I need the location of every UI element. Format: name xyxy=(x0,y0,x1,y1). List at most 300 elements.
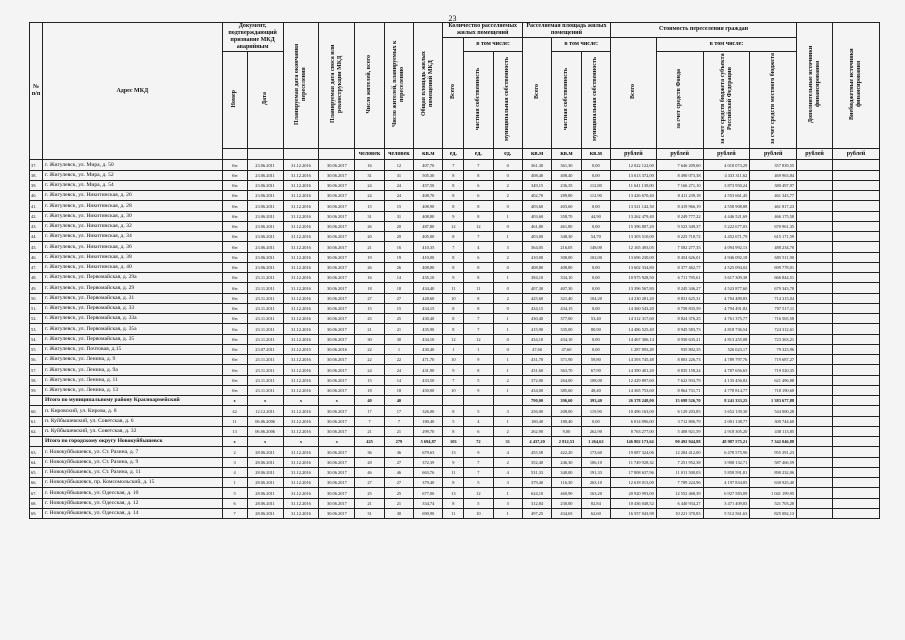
row-residents: 25 xyxy=(355,488,384,498)
units-cell: ед. xyxy=(493,149,522,160)
row-cost-fund: 6 129 203,85 xyxy=(656,406,703,416)
row-doc-number: б/н xyxy=(222,221,247,231)
row-count-municipal: 3 xyxy=(493,498,522,508)
row-additional xyxy=(797,201,833,211)
row-additional xyxy=(797,324,833,334)
table-row xyxy=(30,344,880,354)
row-address: г. Жигулевск, ул. Первомайская, д. 33а xyxy=(43,314,223,324)
row-off-budget xyxy=(833,303,880,313)
row-planned-end: 31.12.2016 xyxy=(283,211,319,221)
row-planned-demolition: х xyxy=(319,437,355,447)
row-cost-total: 14 467 306,14 xyxy=(611,334,657,344)
col-planned-demolition-header: Планируемая дата сноса или реконструкции МКД xyxy=(319,23,355,149)
row-cost-total: 11 749 928,32 xyxy=(611,457,657,467)
row-cost-total: 146 802 173,64 xyxy=(611,437,657,447)
row-count-total: 8 xyxy=(443,478,464,488)
row-area-total: 425,60 xyxy=(522,293,551,303)
row-count-private: 7 xyxy=(464,324,493,334)
table-row xyxy=(30,416,880,426)
row-off-budget xyxy=(833,344,880,354)
row-residents: 21 xyxy=(355,498,384,508)
row-cost-fund: 90 492 944,88 xyxy=(656,437,703,447)
row-address: г. Жигулевск, ул. Ленина, д. 13 xyxy=(43,385,223,395)
row-area-private: 289,80 xyxy=(552,191,581,201)
row-planned-demolition: 30.06.2017 xyxy=(319,262,355,272)
table-row xyxy=(30,478,880,488)
row-area-municipal: 82,84 xyxy=(581,498,610,508)
row-address: г. Жигулевск, ул. Первомайская, д. 33 xyxy=(43,303,223,313)
row-doc-date: 23.06.2011 xyxy=(247,201,283,211)
row-additional xyxy=(797,396,833,406)
row-doc-number: б/н xyxy=(222,180,247,190)
row-additional xyxy=(797,355,833,365)
row-doc-number: б/н xyxy=(222,375,247,385)
row-cost-local: 719 687,27 xyxy=(750,355,797,365)
row-cost-local: 438 113,85 xyxy=(750,426,797,436)
row-cost-local: 825 082,13 xyxy=(750,508,797,518)
row-residents-planned: 22 xyxy=(384,355,413,365)
row-residents-planned: 16 xyxy=(384,242,413,252)
row-area-total: 408,80 xyxy=(522,262,551,272)
row-residents: 27 xyxy=(355,293,384,303)
row-count-municipal: 1 xyxy=(493,385,522,395)
row-area-total: 455,58 xyxy=(522,447,551,457)
row-off-budget xyxy=(833,508,880,518)
table-row xyxy=(30,273,880,283)
row-off-budget xyxy=(833,242,880,252)
col-cost-regional-header: за счет средств бюджета субъекта Российской Федерации xyxy=(703,51,750,149)
row-count-municipal: 1 xyxy=(493,508,522,518)
row-planned-end: 31.12.2016 xyxy=(283,478,319,488)
row-doc-date: 23.11.2011 xyxy=(247,355,283,365)
row-count-private: 11 xyxy=(464,283,493,293)
row-total-area: 435,90 xyxy=(414,324,443,334)
row-doc-date: 28.06.2011 xyxy=(247,457,283,467)
row-area-private: 116,30 xyxy=(552,478,581,488)
row-area-municipal: 0,00 xyxy=(581,221,610,231)
col-area-including-header: в том числе: xyxy=(552,37,611,51)
row-planned-demolition: 30.06.2017 xyxy=(319,252,355,262)
row-additional xyxy=(797,180,833,190)
row-residents: 24 xyxy=(355,191,384,201)
row-area-private: 9,00 xyxy=(552,426,581,436)
row-residents-planned: 1 xyxy=(384,344,413,354)
row-cost-total: 6 014 896,00 xyxy=(611,416,657,426)
row-planned-demolition: 30.06.2017 xyxy=(319,191,355,201)
row-number: 65. xyxy=(30,467,43,477)
row-area-total: 403,00 xyxy=(522,232,551,242)
row-area-private: 334,10 xyxy=(552,273,581,283)
row-area-municipal: 262,90 xyxy=(581,426,610,436)
row-residents: 36 xyxy=(355,447,384,457)
row-number: 68. xyxy=(30,498,43,508)
row-doc-date: х xyxy=(247,437,283,447)
row-planned-demolition: 30.06.2017 xyxy=(319,365,355,375)
row-total-area: 334,74 xyxy=(414,498,443,508)
row-cost-regional: 4 789 797,76 xyxy=(703,355,750,365)
row-cost-fund: 8 249 777,22 xyxy=(656,211,703,221)
row-count-municipal xyxy=(493,396,522,406)
row-number: 43. xyxy=(30,221,43,231)
row-doc-number: б/н xyxy=(222,170,247,180)
row-area-private: 385,60 xyxy=(552,385,581,395)
row-additional xyxy=(797,262,833,272)
row-planned-end: 31.12.2016 xyxy=(283,334,319,344)
row-count-total: 11 xyxy=(443,508,464,518)
row-residents: 22 xyxy=(355,344,384,354)
row-cost-total: 10 975 928,50 xyxy=(611,273,657,283)
row-area-municipal: 0,00 xyxy=(581,283,610,293)
row-address: г. Жигулевск, ул. Мира, д. 54 xyxy=(43,180,223,190)
row-total-area: 379,40 xyxy=(414,478,443,488)
table-row xyxy=(30,242,880,252)
row-cost-local: 714 315,04 xyxy=(750,293,797,303)
row-area-private: 461,80 xyxy=(552,221,581,231)
units-cell: рублей xyxy=(750,149,797,160)
row-count-private: 10 xyxy=(464,508,493,518)
row-residents: 31 xyxy=(355,211,384,221)
row-address: г. Жигулевск, ул. Никитинская, д. 38 xyxy=(43,252,223,262)
col-cost-total-header: Всего xyxy=(611,37,657,149)
row-count-total xyxy=(443,396,464,406)
units-cell: ед. xyxy=(464,149,493,160)
row-cost-total: 14 365 753,60 xyxy=(611,385,657,395)
row-count-municipal: 1 xyxy=(493,488,522,498)
row-residents-planned: 19 xyxy=(384,252,413,262)
row-area-total: 256,00 xyxy=(522,406,551,416)
row-cost-total: 13 262 479,40 xyxy=(611,211,657,221)
row-count-private: 7 xyxy=(464,457,493,467)
col-area-total-header: Всего xyxy=(522,37,551,149)
row-cost-fund: 8 411 239,18 xyxy=(656,191,703,201)
row-residents-planned: 18 xyxy=(384,385,413,395)
row-planned-end: 31.12.2016 xyxy=(283,355,319,365)
row-cost-total: 13 521 142,30 xyxy=(611,201,657,211)
row-area-total: 262,90 xyxy=(522,426,551,436)
row-residents-planned: 36 xyxy=(384,447,413,457)
row-count-municipal: 2 xyxy=(493,180,522,190)
row-number: 49. xyxy=(30,283,43,293)
row-doc-number: б/н xyxy=(222,334,247,344)
row-count-total: 10 xyxy=(443,385,464,395)
row-cost-regional: 5 222 677,03 xyxy=(703,221,750,231)
row-planned-demolition: 30.06.2017 xyxy=(319,416,355,426)
row-cost-local: 630 925,40 xyxy=(750,478,797,488)
row-cost-regional: 4 818 736,54 xyxy=(703,324,750,334)
row-address: Итого по муниципальному району Красноармейский xyxy=(43,396,223,406)
row-planned-end: 31.12.2016 xyxy=(283,324,319,334)
row-cost-fund: 6 440 934,27 xyxy=(656,498,703,508)
row-cost-regional: 4 094 992,13 xyxy=(703,242,750,252)
row-area-municipal: 102,00 xyxy=(581,252,610,262)
row-count-private: 5 xyxy=(464,375,493,385)
row-count-total: 103 xyxy=(443,437,464,447)
row-off-budget xyxy=(833,447,880,457)
row-count-total: 8 xyxy=(443,191,464,201)
row-residents-planned: 40 xyxy=(384,396,413,406)
row-doc-number: б/н xyxy=(222,303,247,313)
row-cost-fund: 8 835 158,24 xyxy=(656,365,703,375)
row-cost-fund: 9 523 349,37 xyxy=(656,221,703,231)
row-cost-total: 13 613 372,00 xyxy=(611,170,657,180)
row-residents: 26 xyxy=(355,262,384,272)
row-residents: 46 xyxy=(355,467,384,477)
row-cost-total: 14 393 745,48 xyxy=(611,355,657,365)
row-residents: 25 xyxy=(355,314,384,324)
row-count-private: 9 xyxy=(464,447,493,457)
row-planned-demolition: 30.06.2017 xyxy=(319,426,355,436)
row-area-total: 407,30 xyxy=(522,283,551,293)
row-number: 50. xyxy=(30,293,43,303)
row-cost-fund: 935 802,35 xyxy=(656,344,703,354)
row-area-municipal: 148,00 xyxy=(581,242,610,252)
row-number: 42. xyxy=(30,211,43,221)
row-count-total: 9 xyxy=(443,273,464,283)
row-doc-date: 23.11.2011 xyxy=(247,283,283,293)
row-count-private: 9 xyxy=(464,355,493,365)
row-planned-demolition: 30.06.2017 xyxy=(319,498,355,508)
row-number: 47. xyxy=(30,262,43,272)
row-count-total: 9 xyxy=(443,365,464,375)
units-cell: рублей xyxy=(656,149,703,160)
row-area-municipal: 191,33 xyxy=(581,467,610,477)
row-residents-planned: 24 xyxy=(384,180,413,190)
row-planned-demolition: 30.06.2017 xyxy=(319,201,355,211)
row-planned-demolition: 30.06.2017 xyxy=(319,508,355,518)
row-count-municipal: 0 xyxy=(493,283,522,293)
row-area-private: 340,00 xyxy=(552,467,581,477)
row-count-total: 10 xyxy=(443,355,464,365)
row-area-municipal: 112,90 xyxy=(581,191,610,201)
row-count-private: 5 xyxy=(464,498,493,508)
row-cost-total: 10 496 163,00 xyxy=(611,406,657,416)
row-address: п. Куйбышевский, ул. Советская, д. 32 xyxy=(43,426,223,436)
row-count-private: 72 xyxy=(464,437,493,447)
row-cost-local: 955 391,23 xyxy=(750,447,797,457)
row-additional xyxy=(797,211,833,221)
table-row xyxy=(30,467,880,477)
row-cost-local: 699 778,01 xyxy=(750,262,797,272)
row-residents-planned: 15 xyxy=(384,303,413,313)
row-off-budget xyxy=(833,457,880,467)
row-total-area: 5 694,87 xyxy=(414,437,443,447)
row-area-municipal: 1 264,62 xyxy=(581,437,610,447)
table-row xyxy=(30,334,880,344)
row-planned-demolition: 30.06.2017 xyxy=(319,375,355,385)
row-total-area: 326,00 xyxy=(414,406,443,416)
row-doc-date: 23.11.2011 xyxy=(247,365,283,375)
row-count-municipal: 2 xyxy=(493,375,522,385)
row-cost-regional: 4 525 094,02 xyxy=(703,262,750,272)
row-count-total: 10 xyxy=(443,293,464,303)
row-additional xyxy=(797,488,833,498)
row-count-municipal: 1 xyxy=(493,355,522,365)
table-row xyxy=(30,252,880,262)
row-area-municipal: 0,00 xyxy=(581,170,610,180)
row-residents-planned: 25 xyxy=(384,314,413,324)
row-address: п. Кировский, ул. Кирова, д. 8 xyxy=(43,406,223,416)
row-area-municipal: 263,10 xyxy=(581,478,610,488)
row-additional xyxy=(797,406,833,416)
units-cell: рублей xyxy=(833,149,880,160)
row-planned-end: 31.12.2016 xyxy=(283,262,319,272)
row-cost-local: 7 342 046,88 xyxy=(750,437,797,447)
row-doc-number: б/н xyxy=(222,355,247,365)
resettlement-table-sheet xyxy=(29,22,880,519)
row-address: г. Жигулевск, ул. Первомайская, д. 29а xyxy=(43,273,223,283)
row-doc-number: б/н xyxy=(222,160,247,170)
row-doc-number: б/н xyxy=(222,242,247,252)
row-cost-total: 14 312 317,60 xyxy=(611,314,657,324)
row-area-private: 434,65 xyxy=(552,508,581,518)
row-count-total: 5 xyxy=(443,416,464,426)
row-cost-total: 17 808 637,96 xyxy=(611,467,657,477)
row-count-municipal: 0 xyxy=(493,303,522,313)
row-residents: 16 xyxy=(355,160,384,170)
row-doc-date: 28.06.2011 xyxy=(247,508,283,518)
row-address: г. Жигулевск, ул. Ленина, д. 11 xyxy=(43,375,223,385)
row-doc-number: б/н xyxy=(222,365,247,375)
row-doc-number: б/н xyxy=(222,262,247,272)
row-area-municipal: 80,90 xyxy=(581,324,610,334)
row-cost-total: 16 557 043,98 xyxy=(611,508,657,518)
row-area-total: 361,30 xyxy=(522,160,551,170)
col-doc-group-header: Документ, подтверждающий признание МКД аварийным xyxy=(222,23,283,52)
col-count-group-header: Количество расселяемых жилых помещений xyxy=(443,23,522,38)
row-cost-local: 461 343,77 xyxy=(750,191,797,201)
row-doc-date: 28.06.2011 xyxy=(247,478,283,488)
row-area-private: 434,15 xyxy=(552,303,581,313)
row-area-private: 460,90 xyxy=(552,488,581,498)
row-cost-fund: 7 582 277,35 xyxy=(656,242,703,252)
row-total-area: 434,15 xyxy=(414,303,443,313)
row-off-budget xyxy=(833,365,880,375)
row-area-municipal: 48,40 xyxy=(581,385,610,395)
row-planned-demolition: 30.06.2017 xyxy=(319,211,355,221)
row-cost-regional: 3 617 309,38 xyxy=(703,273,750,283)
row-cost-regional: 4 787 656,65 xyxy=(703,365,750,375)
row-number: 59. xyxy=(30,385,43,395)
row-cost-local: 521 703,28 xyxy=(750,498,797,508)
row-doc-number: б/н xyxy=(222,191,247,201)
row-address: г. Новокуйбышевск, ул. Ст. Разина, д. 11 xyxy=(43,467,223,477)
row-residents: 15 xyxy=(355,375,384,385)
row-cost-total: 10 436 048,52 xyxy=(611,498,657,508)
row-additional xyxy=(797,314,833,324)
table-row xyxy=(30,262,880,272)
row-address: г. Жигулевск, ул. Никитинская, д. 36 xyxy=(43,242,223,252)
row-cost-local: 300 744,60 xyxy=(750,416,797,426)
row-residents: 18 xyxy=(355,283,384,293)
row-residents: 18 xyxy=(355,385,384,395)
row-address: г. Жигулевск, ул. Ленина, д. 9а xyxy=(43,365,223,375)
row-area-total: 312,84 xyxy=(522,498,551,508)
row-count-total: 7 xyxy=(443,160,464,170)
row-planned-end: 31.12.2016 xyxy=(283,365,319,375)
row-cost-local: 1 041 199,95 xyxy=(750,488,797,498)
row-total-area: 690,90 xyxy=(414,508,443,518)
row-off-budget xyxy=(833,355,880,365)
table-row xyxy=(30,508,880,518)
row-area-total: 624,10 xyxy=(522,488,551,498)
row-cost-regional: 4 778 814,77 xyxy=(703,385,750,395)
row-doc-date: 23.11.2011 xyxy=(247,303,283,313)
col-num-header: № п/п xyxy=(30,23,43,160)
row-residents-planned: 14 xyxy=(384,375,413,385)
row-residents-planned: 17 xyxy=(384,406,413,416)
row-cost-regional: 526 023,17 xyxy=(703,344,750,354)
row-total-area xyxy=(414,396,443,406)
row-count-municipal: 1 xyxy=(493,314,522,324)
row-planned-end: 31.12.2016 xyxy=(283,314,319,324)
row-off-budget xyxy=(833,334,880,344)
row-address: г. Жигулевск, ул. Первомайская, д. 31 xyxy=(43,293,223,303)
row-doc-number: б/н xyxy=(222,232,247,242)
row-doc-number: 6 xyxy=(222,498,247,508)
row-residents-planned: 24 xyxy=(384,191,413,201)
row-residents: 7 xyxy=(355,416,384,426)
row-doc-number: б/н xyxy=(222,324,247,334)
row-cost-regional: 4 018 073,29 xyxy=(703,160,750,170)
row-address: г. Новокуйбышевск, пр. Комсомольский, д. 15 xyxy=(43,478,223,488)
table-row xyxy=(30,314,880,324)
row-doc-date: 23.11.2011 xyxy=(247,273,283,283)
col-off-budget-header: Внебюджетные источники финансирования xyxy=(833,23,880,149)
row-residents-planned: 12 xyxy=(384,160,413,170)
table-row xyxy=(30,170,880,180)
row-total-area: 434,40 xyxy=(414,283,443,293)
row-cost-regional: 6 478 575,96 xyxy=(703,447,750,457)
row-count-private: 8 xyxy=(464,293,493,303)
row-count-municipal: 2 xyxy=(493,457,522,467)
table-row xyxy=(30,303,880,313)
row-residents-planned: 24 xyxy=(384,365,413,375)
row-off-budget xyxy=(833,406,880,416)
row-doc-number: 11 xyxy=(222,416,247,426)
row-planned-demolition: 30.06.2016 xyxy=(319,344,355,354)
table-row xyxy=(30,293,880,303)
row-planned-end: х xyxy=(283,437,319,447)
row-planned-end: 31.12.2016 xyxy=(283,242,319,252)
row-cost-regional: 4 704 489,83 xyxy=(703,293,750,303)
row-total-area: 372,39 xyxy=(414,457,443,467)
row-cost-regional: 5 858 591,81 xyxy=(703,467,750,477)
table-row xyxy=(30,385,880,395)
row-residents-planned: 14 xyxy=(384,273,413,283)
row-off-budget xyxy=(833,426,880,436)
row-area-municipal: 62,60 xyxy=(581,508,610,518)
row-cost-local: 461 817,23 xyxy=(750,201,797,211)
row-total-area: 457,50 xyxy=(414,180,443,190)
row-count-total: 9 xyxy=(443,211,464,221)
table-row xyxy=(30,160,880,170)
row-address: г. Новокуйбышевск, ул. Ст. Разина, д. 7 xyxy=(43,447,223,457)
row-cost-local: 357 839,55 xyxy=(750,160,797,170)
row-cost-regional: 8 241 333,25 xyxy=(703,396,750,406)
row-off-budget xyxy=(833,416,880,426)
row-cost-regional: 4 946 092,18 xyxy=(703,252,750,262)
row-address: г. Жигулевск, ул. Никитинская, д. 40 xyxy=(43,262,223,272)
row-cost-fund: 8 245 346,27 xyxy=(656,283,703,293)
row-additional xyxy=(797,303,833,313)
row-area-private: 308,00 xyxy=(552,252,581,262)
row-planned-end: 31.12.2016 xyxy=(283,180,319,190)
col-count-municipal-header: муниципальная собственность xyxy=(493,51,522,149)
row-number: 52. xyxy=(30,314,43,324)
row-off-budget xyxy=(833,437,880,447)
col-address-header: Адрес МКД xyxy=(43,23,223,160)
row-count-total: 8 xyxy=(443,406,464,416)
